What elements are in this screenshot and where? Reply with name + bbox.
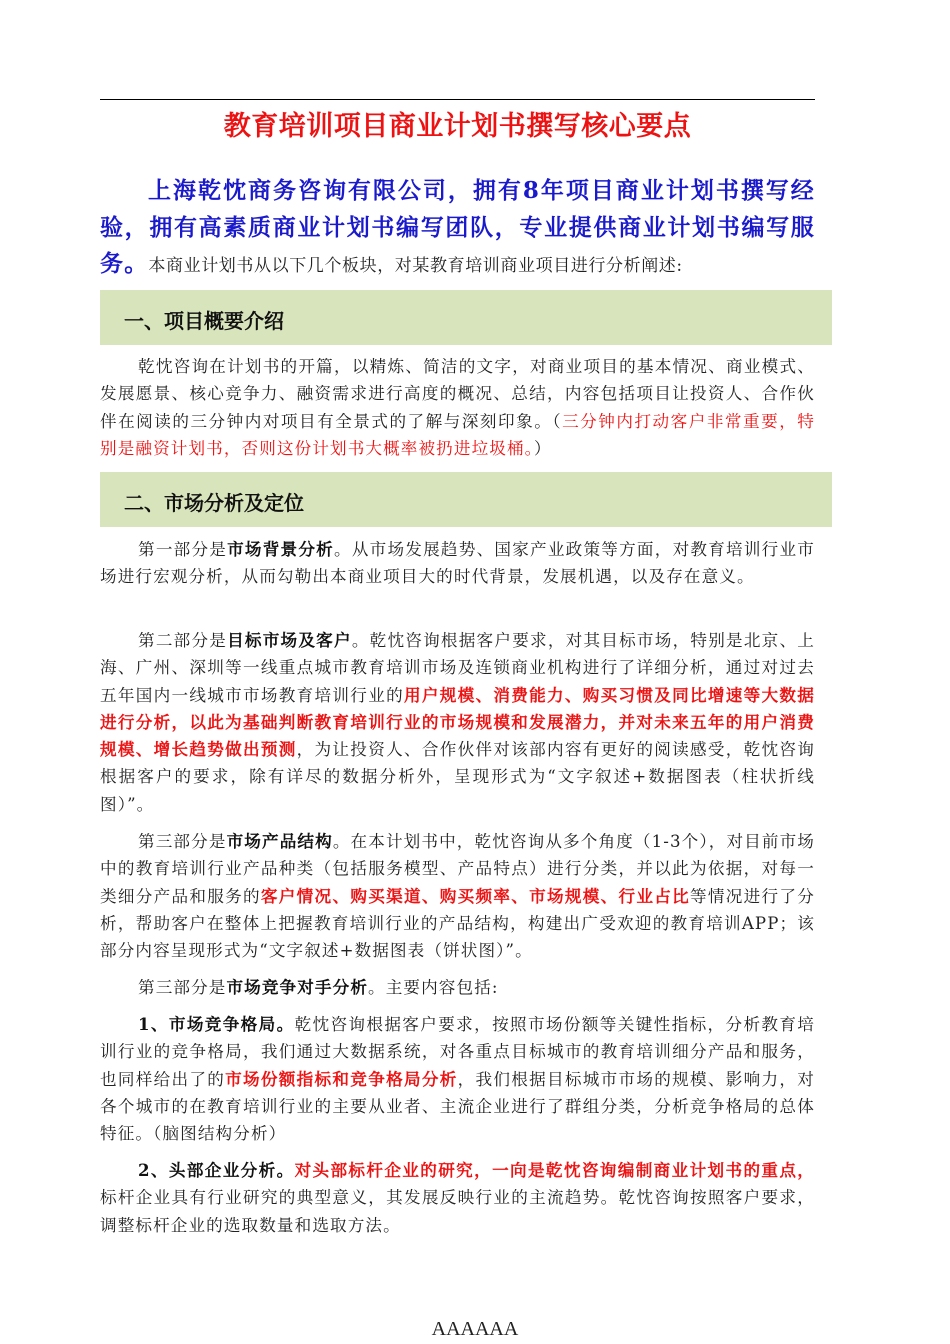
text: 第二部分是 — [138, 631, 228, 650]
text: 第三部分是 — [138, 832, 227, 851]
text: 。在本计划书中，乾忱咨询从多个角度（1-3个），对目前市场中的教育培训行业产品种类（包括服务模型、产品特点）进行分类，并以此为依据，对每一类细分产品和服务的 — [100, 832, 816, 906]
target-market-paragraph — [100, 627, 815, 818]
page-footer: AAAAAA — [431, 1318, 519, 1340]
text: 乾忱咨询根据客户要求，按照市场份额等关键性指标，分析教育培训行业的竞争格局，我们通过大数据系统，对各重点目标城市的教育培训细分产品和服务，也同样给出了的 — [100, 1015, 815, 1089]
text: 。乾忱咨询根据客户要求，对其目标市场，特别是北京、上海、广州、深圳等一线重点城市教育培训市场及连锁商业机构进行了详细分析，通过对过去五年国内一线城市市场教育培训行业的 — [100, 631, 815, 705]
market-background-paragraph — [100, 536, 815, 591]
highlight-red: 市场份额指标和竞争格局分析 — [225, 1068, 458, 1089]
highlight-red: 用户规模、消费能力、购买习惯及同比增速等大数据进行分析，以此为基础判断教育培训行业的市场规模和发展潜力，并对未来五年的用户消费规模、增长趋势做出预测 — [100, 684, 815, 760]
bold-term: 2、头部企业分析。 — [138, 1160, 295, 1180]
document-title: 教育培训项目商业计划书撰写核心要点 — [223, 111, 692, 142]
highlight-red: 客户情况、购买渠道、购买频率、市场规模、行业占比 — [260, 885, 691, 906]
text: ，我们根据目标城市市场的规模、影响力，对各个城市的在教育培训行业的主要从业者、主流企业进行了群组分类，分析竞争格局的总体特征。（脑图结构分析） — [100, 1069, 815, 1144]
header-rule — [100, 99, 815, 100]
text: 。从市场发展趋势、国家产业政策等方面，对教育培训行业市场进行宏观分析，从而勾勒出本商业项目大的时代背景，发展机遇，以及存在意义。 — [100, 540, 815, 587]
bold-term: 1、市场竞争格局。 — [138, 1014, 295, 1034]
highlight-red: 三分钟内打动客户非常重要，特别是融资计划书，否则这份计划书大概率被扔进垃圾桶。 — [100, 411, 815, 458]
bold-term: 市场背景分析 — [227, 539, 335, 559]
bold-term: 市场竞争对手分析 — [226, 977, 369, 997]
section-heading-2-text: 二、市场分析及定位 — [124, 491, 304, 515]
section-heading-2 — [100, 472, 832, 527]
text: 标杆企业具有行业研究的典型意义，其发展反映行业的主流趋势。乾忱咨询按照客户要求，调整标杆企业的选取数量和选取方法。 — [100, 1188, 815, 1235]
section-heading-1-text: 一、项目概要介绍 — [124, 309, 284, 333]
intro-text: 本商业计划书从以下几个板块，对某教育培训商业项目进行分析阐述: — [148, 256, 683, 276]
bold-term: 目标市场及客户 — [227, 630, 352, 650]
section1-paragraph — [100, 353, 815, 462]
competition-landscape-paragraph — [100, 1011, 815, 1147]
text: 第三部分是 — [138, 978, 227, 997]
text: 。主要内容包括: — [368, 978, 499, 997]
bold-term: 市场产品结构 — [226, 831, 333, 851]
leading-companies-paragraph — [100, 1157, 815, 1239]
product-structure-paragraph — [100, 828, 815, 964]
company-highlight: 上海乾忱商务咨询有限公司，拥有8年项目商业计划书撰写经验，拥有高素质商业计划书编写团队，专业提供商业计划书编写服务。 — [100, 177, 815, 277]
text: 第一部分是 — [138, 540, 228, 559]
text: 等情况进行了分析，帮助客户在整体上把握教育培训行业的产品结构，构建出广受欢迎的教育培训APP；该部分内容呈现形式为“文字叙述+数据图表（饼状图）”。 — [100, 886, 816, 961]
section-heading-1 — [100, 290, 832, 345]
text: ） — [534, 438, 552, 458]
highlight-red: 对头部标杆企业的研究，一向是乾忱咨询编制商业计划书的重点， — [294, 1160, 815, 1180]
intro-paragraph — [100, 174, 815, 284]
competitor-paragraph — [100, 974, 815, 1001]
text: 乾忱咨询在计划书的开篇，以精炼、简洁的文字，对商业项目的基本情况、商业模式、发展愿景、核心竞争力、融资需求进行高度的概况、总结，内容包括项目让投资人、合作伙伴在阅读的三分钟内对项目有全景式的了解与深刻印象。（ — [100, 357, 815, 431]
text: ，为让投资人、合作伙伴对该部内容有更好的阅读感受，乾忱咨询根据客户的要求，除有详尽的数据分析外，呈现形式为“文字叙述+数据图表（柱状折线图）”。 — [100, 740, 815, 814]
